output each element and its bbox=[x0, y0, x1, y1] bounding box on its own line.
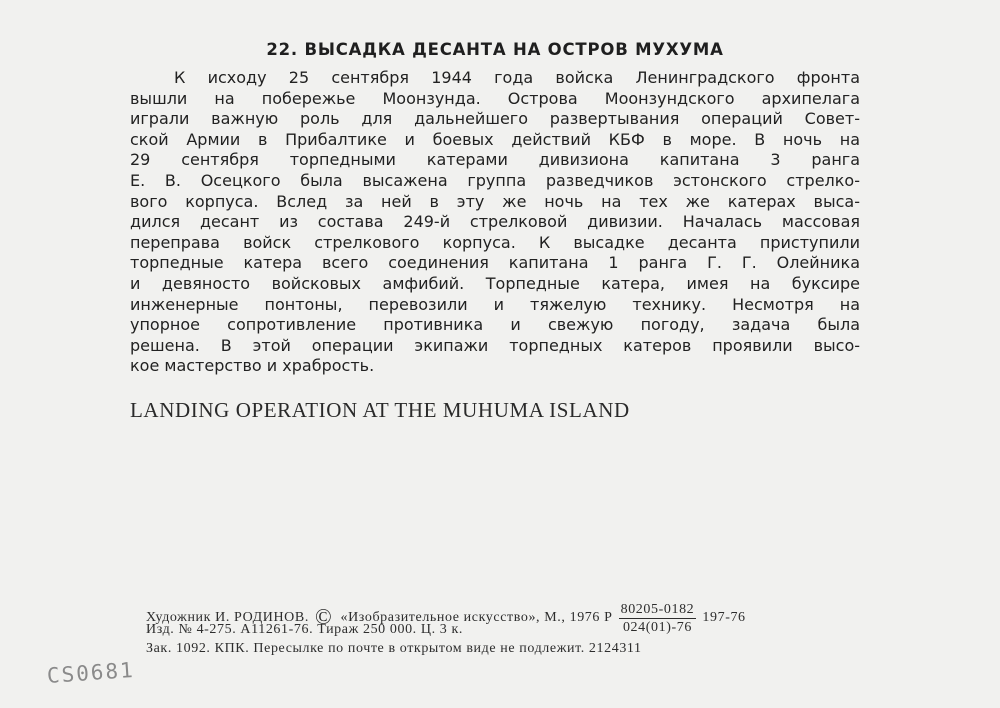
body-line: 29 сентября торпедными катерами дивизиона капитана 3 ранга bbox=[130, 150, 860, 170]
body-line: инженерные понтоны, перевозили и тяжелую технику. Несмотря на bbox=[130, 294, 860, 314]
copyright-icon: © bbox=[315, 604, 333, 629]
card-title: 22. ВЫСАДКА ДЕСАНТА НА ОСТРОВ МУХУМА bbox=[266, 40, 724, 59]
body-line: упорное сопротивление противника и свежую погоду, задача была bbox=[130, 315, 860, 335]
publisher-imprint bbox=[146, 601, 746, 658]
english-title: LANDING OPERATION AT THE MUHUMA ISLAND bbox=[130, 398, 630, 422]
imprint-line-2: Изд. № 4-275. А11261-76. Тираж 250 000. Ц. 3 к. bbox=[146, 622, 463, 637]
publisher-credit: «Изобразительное искусство», М., 1976 Р bbox=[340, 610, 613, 625]
body-line: играли важную роль для дальнейшего развертывания операций Совет- bbox=[130, 109, 860, 129]
imprint-line-3: Зак. 1092. КПК. Пересылке по почте в открытом виде не подлежит. 2124311 bbox=[146, 641, 642, 656]
body-line: ской Армии в Прибалтике и боевых действий КБФ в море. В ночь на bbox=[130, 129, 860, 149]
body-line: Е. В. Осецкого была высажена группа разведчиков эстонского стрелко- bbox=[130, 170, 860, 190]
body-line: вого корпуса. Вслед за ней в эту же ночь на тех же катерах выса- bbox=[130, 191, 860, 211]
body-line: кое мастерство и храбрость. bbox=[130, 356, 375, 376]
fraction-numerator: 80205-0182 bbox=[620, 602, 695, 617]
catalog-suffix: 197-76 bbox=[702, 610, 746, 625]
body-line: решена. В этой операции экипажи торпедных катеров проявили высо- bbox=[130, 335, 860, 355]
fraction-denominator: 024(01)-76 bbox=[622, 620, 692, 635]
artist-credit: Художник И. РОДИНОВ. bbox=[146, 610, 309, 625]
body-line: дился десант из состава 249-й стрелковой дивизии. Началась массовая bbox=[130, 212, 860, 232]
inventory-handwritten-mark: CS0681 bbox=[46, 657, 136, 688]
body-line: торпедные катера всего соединения капитана 1 ранга Г. Г. Олейника bbox=[130, 253, 860, 273]
body-line: К исходу 25 сентября 1944 года войска Ленинградского фронта bbox=[174, 68, 860, 87]
body-line: переправа войск стрелкового корпуса. К высадке десанта приступили bbox=[130, 232, 860, 252]
body-line: вышли на побережье Моонзунда. Острова Моонзундского архипелага bbox=[130, 88, 860, 108]
body-line: и девяносто войсковых амфибий. Торпедные катера, имея на буксире bbox=[130, 273, 860, 293]
card-body-text bbox=[130, 68, 860, 377]
